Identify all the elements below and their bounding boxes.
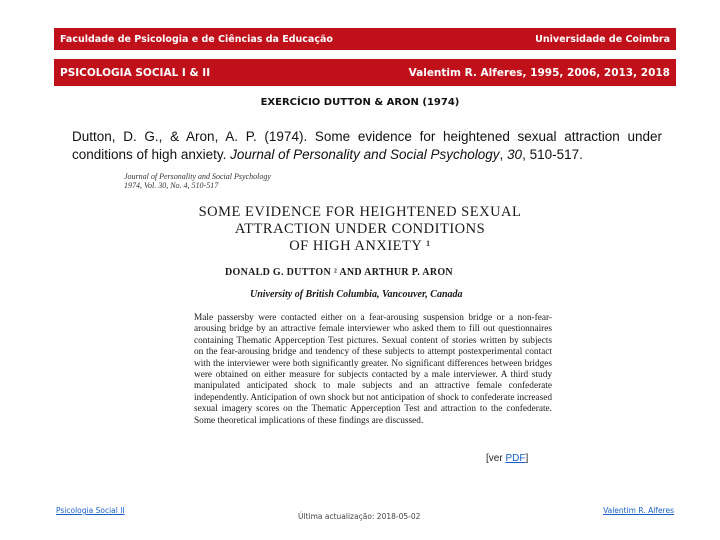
footer-course-link[interactable]: Psicologia Social II [56,506,125,515]
author-years: Valentim R. Alferes, 1995, 2006, 2013, 2018 [408,66,670,79]
pdf-link-wrapper [486,453,528,464]
citation-volume: 30 [507,147,523,162]
citation [72,128,662,164]
pdf-link-suffix: ] [525,453,529,464]
header-bar-top [54,28,676,50]
article-scan [120,170,560,465]
article-affiliation: University of British Columbia, Vancouver, Canada [250,289,463,300]
citation-pages: , 510-517. [522,147,583,162]
citation-journal: Journal of Personality and Social Psychology [230,147,500,162]
article-title-line1: SOME EVIDENCE FOR HEIGHTENED SEXUAL [198,204,522,220]
citation-authors-title: Dutton, D. G., & Aron, A. P. (1974). Some evidence for heightened sexual attraction under conditions of high anxiety. [72,129,662,162]
article-authors: DONALD G. DUTTON ² AND ARTHUR P. ARON [225,267,453,278]
article-journal-line2: 1974, Vol. 30, No. 4, 510-517 [124,181,219,190]
course-name: PSICOLOGIA SOCIAL I & II [60,66,211,79]
exercise-title: EXERCÍCIO DUTTON & ARON (1974) [260,97,460,108]
article-title-line2: ATTRACTION UNDER CONDITIONS [234,221,486,237]
article-title-line3: OF HIGH ANXIETY ¹ [289,238,431,254]
article-abstract: Male passersby were contacted either on a fear-arousing suspension bridge or a non-fear-arousing bridge by an attractive female interviewer who asked them to fill out questionnaires containing Thematic Apperception Test pictures. Sexual content of stories written by subjects on the fear-arousing bridge and tendency of these subjects to attempt postexperimental contact with the interviewer were both significantly greater. No significant differences between bridges were obtained on either measure for subjects contacted by a male interviewer. A third study manipulated anticipated shock to male subjects and an attractive female confederate independently. Anticipation of own shock but not anticipation of shock to confederate increased sexual imagery scores on the Thematic Apperception Test and attraction to the confederate. Some theoretical implications of these findings are discussed. [194,313,552,426]
pdf-link[interactable]: PDF [505,453,526,464]
faculty-name: Faculdade de Psicologia e de Ciências da Educação [60,33,333,45]
article-journal-line1: Journal of Personality and Social Psychology [124,172,271,181]
pdf-link-prefix: [ver [486,453,506,464]
footer-last-update: Última actualização: 2018-05-02 [298,512,421,521]
article-journal-info [124,172,271,190]
citation-sep: , [499,147,508,162]
header-bar-course [54,59,676,86]
article-title [160,204,560,255]
university-name: Universidade de Coimbra [535,33,670,45]
footer-author-link[interactable]: Valentim R. Alferes [603,506,674,515]
